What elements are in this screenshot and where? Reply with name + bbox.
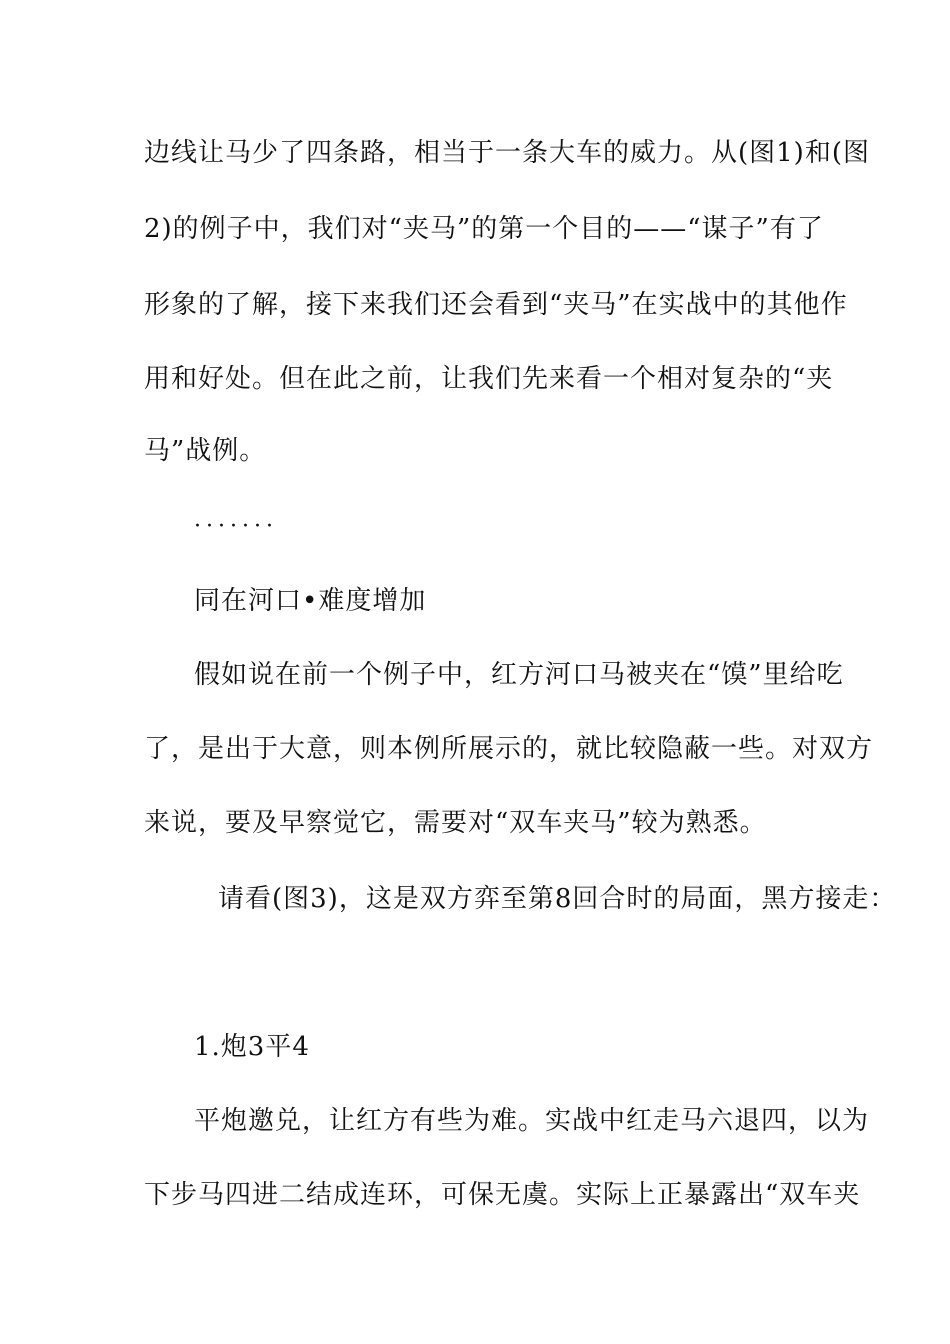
text-line-6: 假如说在前一个例子中，红方河口马被夹在“馍”里给吃 [194, 660, 844, 690]
text-line-3: 形象的了解，接下来我们还会看到“夹马”在实战中的其他作 [144, 290, 848, 320]
text-line-5: 马”战例。 [144, 436, 267, 466]
move-notation: 1.炮3平4 [194, 1032, 310, 1062]
text-line-2: 2)的例子中，我们对“夹马”的第一个目的——“谋子”有了 [144, 214, 824, 244]
text-line-1: 边线让马少了四条路，相当于一条大车的威力。从(图1)和(图 [144, 138, 870, 168]
text-line-11: 下步马四进二结成连环，可保无虞。实际上正暴露出“双车夹 [144, 1180, 861, 1210]
ellipsis-separator: ······· [194, 514, 278, 539]
section-heading: 同在河口•难度增加 [194, 586, 427, 616]
text-line-9: 请看(图3)，这是双方弈至第8回合时的局面，黑方接走： [218, 884, 897, 914]
text-line-4: 用和好处。但在此之前，让我们先来看一个相对复杂的“夹 [144, 364, 834, 394]
text-line-10: 平炮邀兑，让红方有些为难。实战中红走马六退四，以为 [194, 1106, 870, 1136]
text-line-7: 了，是出于大意，则本例所展示的，就比较隐蔽一些。对双方 [144, 734, 874, 764]
text-line-8: 来说，要及早察觉它，需要对“双车夹马”较为熟悉。 [144, 808, 767, 838]
